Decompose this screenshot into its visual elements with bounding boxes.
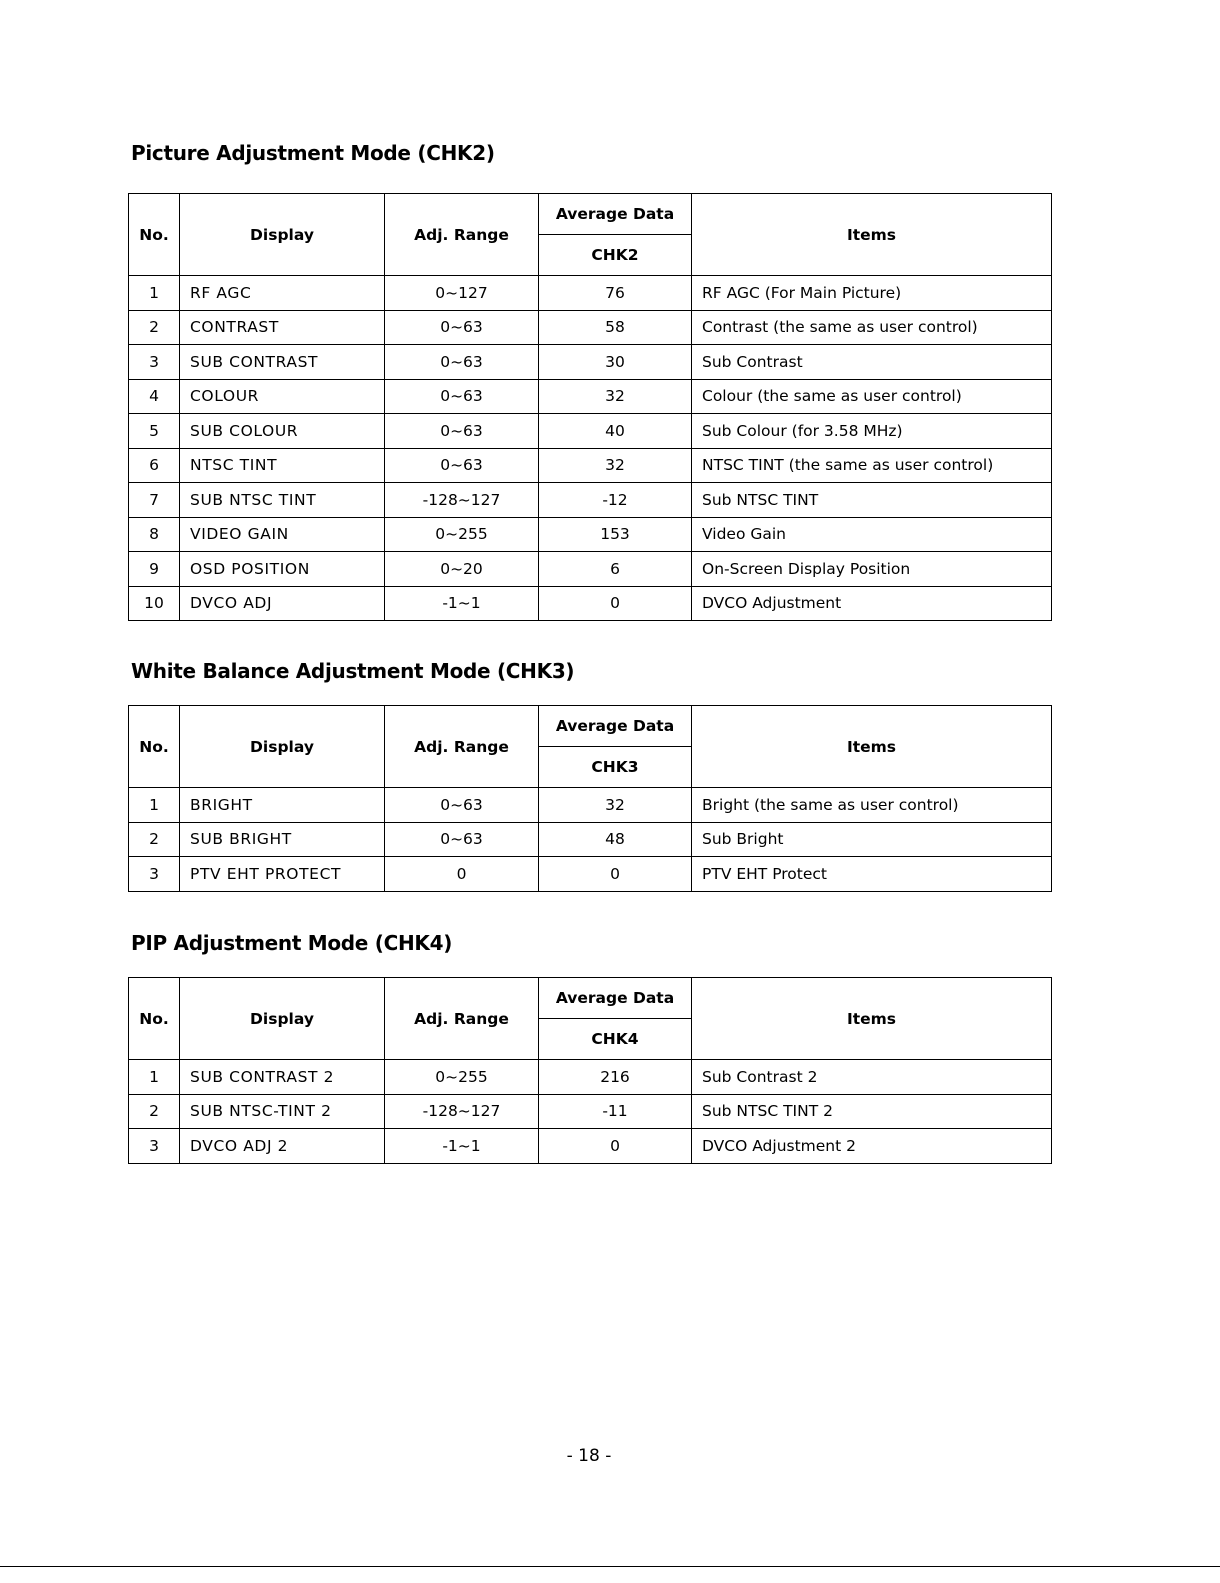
table-row	[129, 414, 1052, 449]
cell-display: CONTRAST	[180, 310, 385, 345]
cell-adj-range: 0~255	[385, 1060, 539, 1095]
white-balance-table	[128, 705, 1052, 892]
cell-no: 1	[129, 1060, 180, 1095]
cell-items: Sub NTSC TINT 2	[692, 1094, 1052, 1129]
cell-adj-range: -128~127	[385, 1094, 539, 1129]
bottom-rule	[0, 1566, 1220, 1567]
table-row	[129, 276, 1052, 311]
header-adj-range: Adj. Range	[385, 706, 539, 788]
header-chk: CHK2	[539, 235, 692, 276]
cell-average-data: 216	[539, 1060, 692, 1095]
cell-average-data: 0	[539, 857, 692, 892]
table-row	[129, 379, 1052, 414]
header-no: No.	[129, 194, 180, 276]
table-row	[129, 857, 1052, 892]
cell-average-data: 32	[539, 788, 692, 823]
cell-adj-range: 0~127	[385, 276, 539, 311]
cell-items: Sub Colour (for 3.58 MHz)	[692, 414, 1052, 449]
header-no: No.	[129, 978, 180, 1060]
cell-average-data: 40	[539, 414, 692, 449]
cell-items: Sub Contrast 2	[692, 1060, 1052, 1095]
header-average-data: Average Data	[539, 706, 692, 747]
header-display: Display	[180, 978, 385, 1060]
cell-display: PTV EHT PROTECT	[180, 857, 385, 892]
cell-adj-range: 0~63	[385, 822, 539, 857]
header-average-data: Average Data	[539, 978, 692, 1019]
cell-display: OSD POSITION	[180, 552, 385, 587]
cell-no: 1	[129, 276, 180, 311]
header-items: Items	[692, 978, 1052, 1060]
table-row	[129, 1129, 1052, 1164]
header-adj-range: Adj. Range	[385, 978, 539, 1060]
header-display: Display	[180, 706, 385, 788]
cell-no: 3	[129, 1129, 180, 1164]
cell-display: DVCO ADJ 2	[180, 1129, 385, 1164]
cell-display: SUB COLOUR	[180, 414, 385, 449]
cell-adj-range: 0~63	[385, 788, 539, 823]
cell-no: 8	[129, 517, 180, 552]
cell-items: DVCO Adjustment	[692, 586, 1052, 621]
cell-average-data: 6	[539, 552, 692, 587]
header-chk: CHK4	[539, 1019, 692, 1060]
table-row	[129, 345, 1052, 380]
cell-adj-range: 0~255	[385, 517, 539, 552]
table-row	[129, 310, 1052, 345]
cell-adj-range: 0	[385, 857, 539, 892]
cell-adj-range: -1~1	[385, 586, 539, 621]
table-row	[129, 483, 1052, 518]
cell-display: BRIGHT	[180, 788, 385, 823]
table-row	[129, 822, 1052, 857]
cell-items: On-Screen Display Position	[692, 552, 1052, 587]
cell-no: 7	[129, 483, 180, 518]
section-title-picture-adjustment: Picture Adjustment Mode (CHK2)	[131, 141, 495, 165]
cell-display: NTSC TINT	[180, 448, 385, 483]
cell-adj-range: 0~20	[385, 552, 539, 587]
cell-average-data: -11	[539, 1094, 692, 1129]
cell-display: SUB NTSC TINT	[180, 483, 385, 518]
cell-adj-range: 0~63	[385, 379, 539, 414]
cell-no: 10	[129, 586, 180, 621]
cell-items: DVCO Adjustment 2	[692, 1129, 1052, 1164]
cell-average-data: 48	[539, 822, 692, 857]
cell-display: VIDEO GAIN	[180, 517, 385, 552]
cell-display: RF AGC	[180, 276, 385, 311]
cell-no: 3	[129, 857, 180, 892]
cell-adj-range: 0~63	[385, 345, 539, 380]
cell-no: 6	[129, 448, 180, 483]
cell-items: Sub Contrast	[692, 345, 1052, 380]
cell-display: COLOUR	[180, 379, 385, 414]
table-row	[129, 586, 1052, 621]
cell-items: Sub Bright	[692, 822, 1052, 857]
cell-no: 3	[129, 345, 180, 380]
picture-adjustment-table	[128, 193, 1052, 621]
cell-items: Colour (the same as user control)	[692, 379, 1052, 414]
cell-items: Bright (the same as user control)	[692, 788, 1052, 823]
cell-no: 2	[129, 310, 180, 345]
header-display: Display	[180, 194, 385, 276]
cell-display: SUB NTSC-TINT 2	[180, 1094, 385, 1129]
cell-average-data: 58	[539, 310, 692, 345]
cell-average-data: 32	[539, 448, 692, 483]
cell-average-data: 0	[539, 586, 692, 621]
cell-adj-range: 0~63	[385, 310, 539, 345]
cell-no: 1	[129, 788, 180, 823]
table-row	[129, 1094, 1052, 1129]
page-number: - 18 -	[566, 1446, 612, 1466]
cell-items: NTSC TINT (the same as user control)	[692, 448, 1052, 483]
cell-no: 5	[129, 414, 180, 449]
cell-average-data: -12	[539, 483, 692, 518]
table-row	[129, 788, 1052, 823]
cell-no: 4	[129, 379, 180, 414]
header-no: No.	[129, 706, 180, 788]
header-adj-range: Adj. Range	[385, 194, 539, 276]
cell-display: SUB CONTRAST 2	[180, 1060, 385, 1095]
header-items: Items	[692, 706, 1052, 788]
cell-items: RF AGC (For Main Picture)	[692, 276, 1052, 311]
table-row	[129, 517, 1052, 552]
cell-display: SUB CONTRAST	[180, 345, 385, 380]
cell-no: 2	[129, 1094, 180, 1129]
cell-adj-range: -1~1	[385, 1129, 539, 1164]
section-title-pip-adjustment: PIP Adjustment Mode (CHK4)	[131, 931, 453, 955]
cell-no: 9	[129, 552, 180, 587]
section-title-white-balance: White Balance Adjustment Mode (CHK3)	[131, 659, 575, 683]
cell-adj-range: -128~127	[385, 483, 539, 518]
table-row	[129, 448, 1052, 483]
pip-adjustment-table	[128, 977, 1052, 1164]
cell-display: DVCO ADJ	[180, 586, 385, 621]
cell-average-data: 76	[539, 276, 692, 311]
cell-average-data: 32	[539, 379, 692, 414]
cell-adj-range: 0~63	[385, 448, 539, 483]
cell-items: PTV EHT Protect	[692, 857, 1052, 892]
cell-display: SUB BRIGHT	[180, 822, 385, 857]
table-row	[129, 1060, 1052, 1095]
table-row	[129, 552, 1052, 587]
cell-average-data: 30	[539, 345, 692, 380]
cell-items: Sub NTSC TINT	[692, 483, 1052, 518]
cell-no: 2	[129, 822, 180, 857]
header-chk: CHK3	[539, 747, 692, 788]
cell-items: Contrast (the same as user control)	[692, 310, 1052, 345]
cell-items: Video Gain	[692, 517, 1052, 552]
cell-adj-range: 0~63	[385, 414, 539, 449]
header-average-data: Average Data	[539, 194, 692, 235]
cell-average-data: 0	[539, 1129, 692, 1164]
cell-average-data: 153	[539, 517, 692, 552]
header-items: Items	[692, 194, 1052, 276]
